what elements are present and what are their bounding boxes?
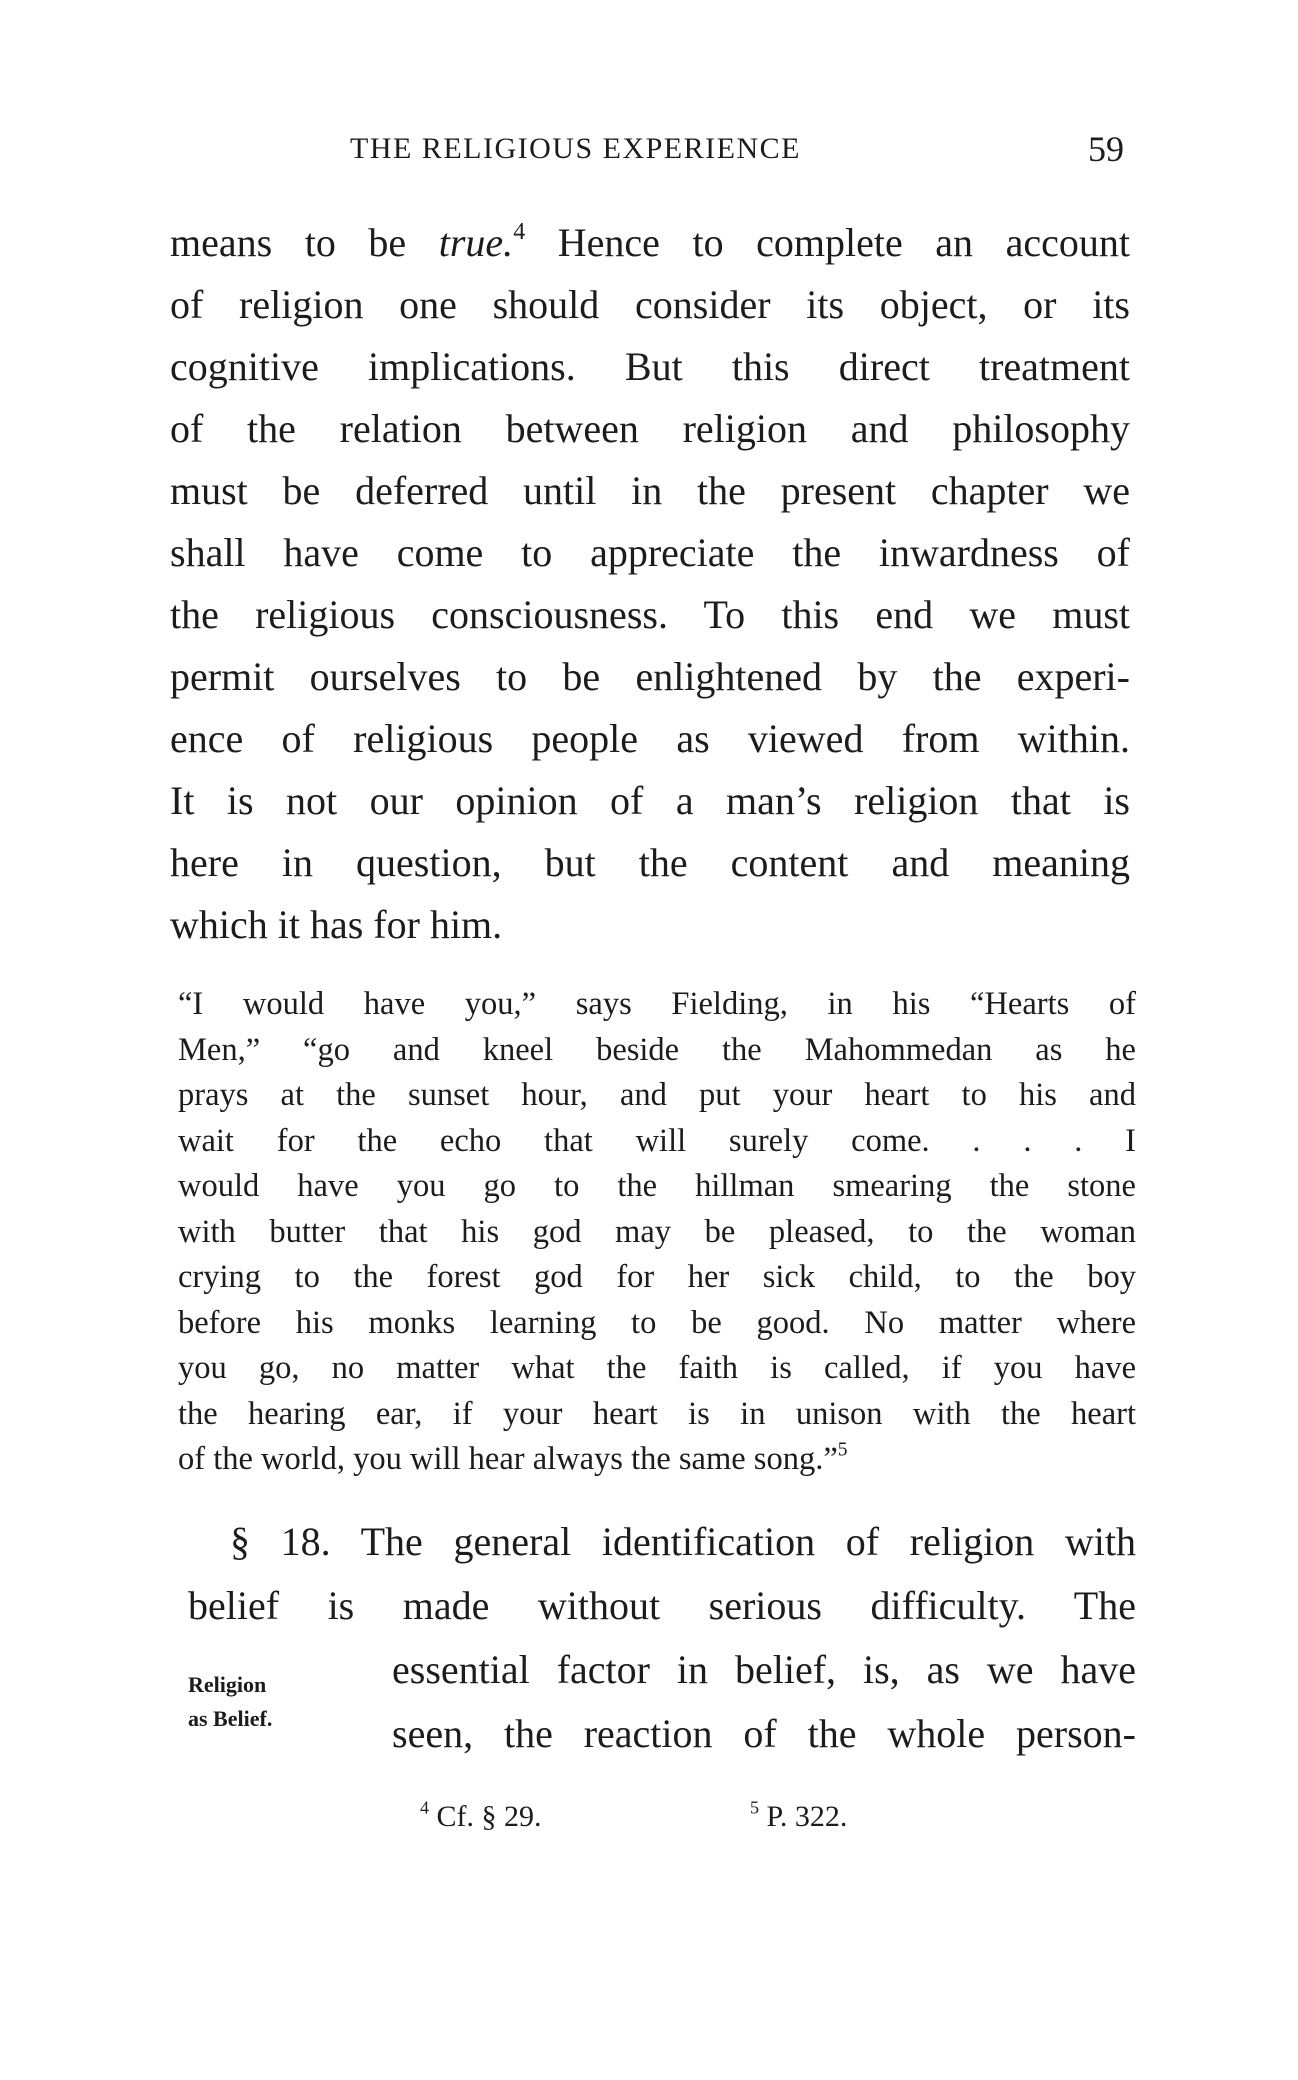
quote-line: the hearing ear, if your heart is in unison with the heart xyxy=(178,1395,1136,1432)
sidenote-line: Religion xyxy=(188,1672,267,1697)
block-quote xyxy=(178,982,1136,1483)
section-18-paragraph xyxy=(188,1510,1136,1766)
quote-line: of the world, you will hear always the same song.”$^5$ xyxy=(178,1439,848,1477)
text-line: the religious consciousness. To this end we must xyxy=(170,592,1130,637)
text-line: seen, the reaction of the whole person- xyxy=(392,1711,1136,1756)
text-line: shall have come to appreciate the inwardness of xyxy=(170,530,1130,575)
text-line: § 18. The general identification of religion with xyxy=(230,1519,1136,1564)
quote-line: you go, no matter what the faith is called, if you have xyxy=(178,1350,1136,1386)
margin-sidenote xyxy=(188,1668,272,1736)
quote-line: wait for the echo that will surely come. . . . I xyxy=(178,1122,1136,1159)
main-paragraph xyxy=(170,212,1130,956)
quote-line: “I would have you,” says Fielding, in his “Hearts of xyxy=(178,986,1136,1022)
quote-line: before his monks learning to be good. No matter where xyxy=(178,1304,1136,1341)
text-line: permit ourselves to be enlightened by the experi- xyxy=(170,654,1130,699)
footnote-4: $^4$ Cf. § 29. xyxy=(420,1797,542,1833)
footnote-5: $^5$ P. 322. xyxy=(750,1797,848,1833)
page-number: 59 xyxy=(1088,129,1124,169)
text-line: of religion one should consider its object, or its xyxy=(170,282,1130,327)
footnote-ref-4: 4 xyxy=(513,219,526,246)
quote-line: crying to the forest god for her sick child, to the boy xyxy=(178,1259,1136,1295)
text-line: essential factor in belief, is, as we have xyxy=(392,1647,1136,1692)
emphasis-true: true. xyxy=(438,220,514,265)
text-line: must be deferred until in the present chapter we xyxy=(170,468,1130,513)
quote-line: with butter that his god may be pleased, to the woman xyxy=(178,1213,1136,1250)
quote-line: Men,” “go and kneel beside the Mahommedan as he xyxy=(178,1031,1136,1068)
quote-line: prays at the sunset hour, and put your heart to his and xyxy=(178,1077,1136,1113)
page-header xyxy=(170,128,1132,176)
sidenote-line: as Belief. xyxy=(188,1706,273,1731)
quote-line: would have you go to the hillman smearing the stone xyxy=(178,1168,1136,1204)
footnotes xyxy=(420,1797,920,1840)
footnote-ref-5: 5 xyxy=(837,1439,848,1461)
text-line: It is not our opinion of a man’s religion that is xyxy=(170,778,1130,823)
text-line: ence of religious people as viewed from within. xyxy=(170,716,1130,761)
text-line: which it has for him. xyxy=(170,902,503,947)
text-line: means to be true.$^4$ Hence to complete an account xyxy=(170,219,1130,265)
text-line: of the relation between religion and philosophy xyxy=(170,406,1130,451)
text-line: belief is made without serious difficulty. The xyxy=(188,1583,1136,1628)
running-head: THE RELIGIOUS EXPERIENCE xyxy=(350,132,801,165)
text-line: here in question, but the content and meaning xyxy=(170,840,1130,885)
text-line: cognitive implications. But this direct treatment xyxy=(170,344,1130,389)
